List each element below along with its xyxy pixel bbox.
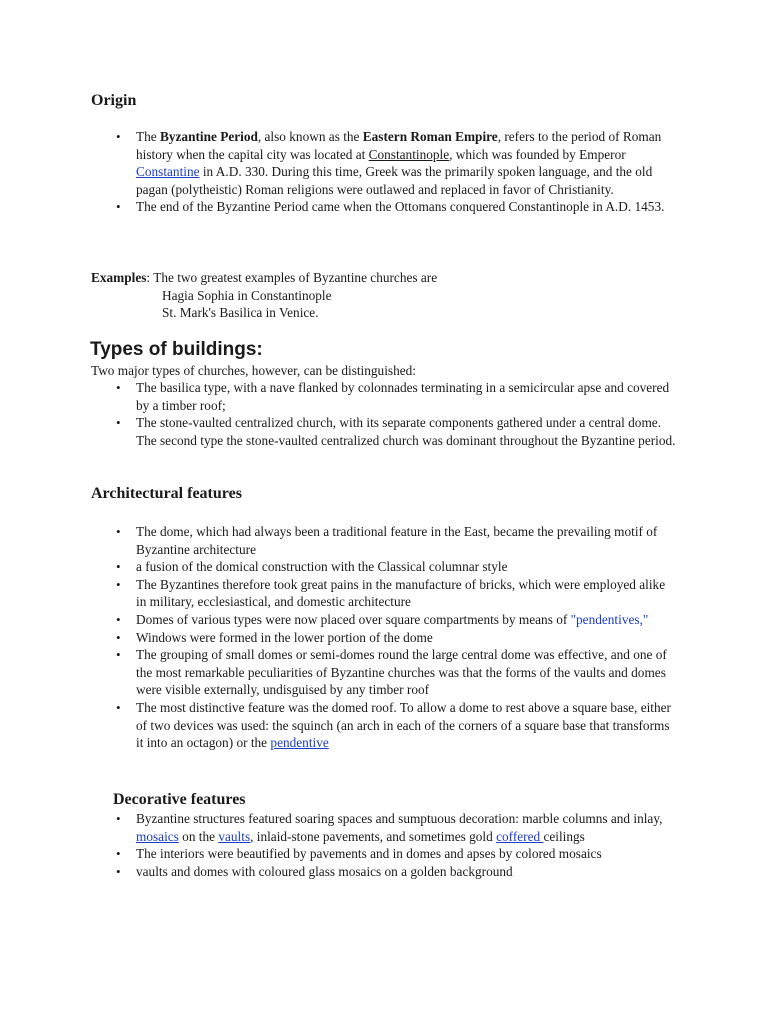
list-item: • Windows were formed in the lower portion of the dome bbox=[92, 629, 676, 647]
origin-heading: Origin bbox=[91, 92, 137, 109]
pendentives-link[interactable]: "pendentives," bbox=[570, 611, 649, 627]
example-item: Hagia Sophia in Constantinople bbox=[162, 288, 332, 303]
architectural-list bbox=[92, 523, 676, 752]
list-item: • The most distinctive feature was the domed roof. To allow a dome to rest above a square base, either of two devices was used: the squinch (an arch in each of the corners of a square base that transforms it into an octagon) or the pendentive bbox=[92, 699, 676, 752]
list-item: • The interiors were beautified by pavements and in domes and apses by colored mosaics bbox=[92, 845, 676, 863]
architectural-heading: Architectural features bbox=[91, 485, 242, 502]
types-intro: Two major types of churches, however, can be distinguished: bbox=[91, 363, 416, 378]
origin-list bbox=[92, 128, 676, 216]
list-item: • The stone-vaulted centralized church, with its separate components gathered under a central dome. The second type the stone-vaulted centralized church was dominant throughout the Byzantine period. bbox=[92, 414, 676, 449]
list-item: • vaults and domes with coloured glass mosaics on a golden background bbox=[92, 863, 676, 881]
list-item: • The Byzantine Period, also known as the Eastern Roman Empire, refers to the period of Roman history when the capital city was located at Constantinople, which was founded by Emperor Constantine in A.D. 330. During this time, Greek was the primarily spoken language, and the old pagan (polytheistic) Roman religions were outlawed and replaced in favor of Christianity. bbox=[92, 128, 676, 198]
list-item: • The Byzantines therefore took great pains in the manufacture of bricks, which were employed alike in military, ecclesiastical, and domestic architecture bbox=[92, 576, 676, 611]
coffered-link[interactable]: coffered bbox=[496, 828, 544, 844]
example-item: St. Mark's Basilica in Venice. bbox=[162, 305, 319, 320]
types-list bbox=[92, 379, 676, 449]
decorative-heading: Decorative features bbox=[113, 791, 246, 808]
constantine-link[interactable]: Constantine bbox=[136, 164, 200, 180]
constantinople-link[interactable]: Constantinople bbox=[368, 146, 450, 162]
types-heading: Types of buildings: bbox=[90, 339, 263, 360]
vaults-link[interactable]: vaults bbox=[218, 828, 251, 844]
mosaics-link[interactable]: mosaics bbox=[136, 828, 179, 844]
list-item: • Byzantine structures featured soaring spaces and sumptuous decoration: marble columns and inlay, mosaics on the vaults, inlaid-stone pavements, and sometimes gold coffered ceilings bbox=[92, 810, 676, 845]
list-item: • a fusion of the domical construction with the Classical columnar style bbox=[92, 558, 676, 576]
examples-intro: Examples: The two greatest examples of Byzantine churches are bbox=[91, 270, 438, 285]
list-item: • The end of the Byzantine Period came when the Ottomans conquered Constantinople in A.D. 1453. bbox=[92, 198, 676, 216]
pendentive-link[interactable]: pendentive bbox=[270, 735, 329, 751]
list-item: • The dome, which had always been a traditional feature in the East, became the prevailing motif of Byzantine architecture bbox=[92, 523, 676, 558]
list-item: • The basilica type, with a nave flanked by colonnades terminating in a semicircular apse and covered by a timber roof; bbox=[92, 379, 676, 414]
list-item: • Domes of various types were now placed over square compartments by means of "pendentives," bbox=[92, 611, 676, 629]
decorative-list bbox=[92, 810, 676, 880]
list-item: • The grouping of small domes or semi-domes round the large central dome was effective, and one of the most remarkable peculiarities of Byzantine churches was that the forms of the vaults and domes were visible externally, undisguised by any timber roof bbox=[92, 646, 676, 699]
